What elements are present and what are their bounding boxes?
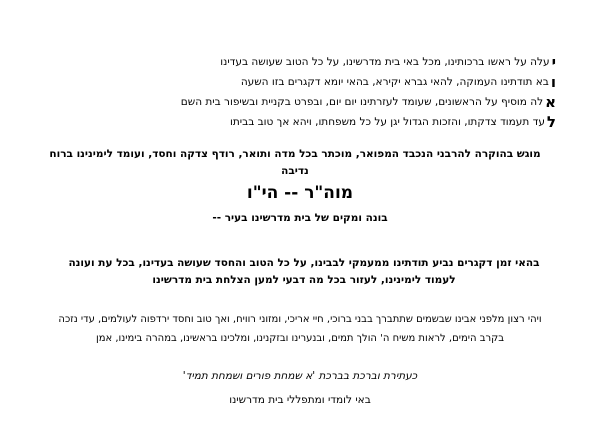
acrostic-line — [50, 92, 556, 112]
acrostic-text: בא תודתינו העמוקה, להאי גברא יקירא, בהאי יומא דקגרים בזו השעה — [240, 76, 549, 88]
acrostic-poem — [50, 52, 556, 132]
dedication-line: מוגש בהוקרה להרבני הנכבד המפואר, מוכתר בכל מדה ותואר, רודף צדקה וחסד, ועומד לימינינו ברוח נדיבה — [49, 148, 541, 177]
acrostic-initial: ו — [550, 73, 556, 91]
acrostic-line — [50, 112, 556, 132]
acrostic-line — [50, 52, 556, 72]
acrostic-text: עד תעמוד צדקתו, והזכות הגדול יגן על כל משפחתו, ויהא אך טוב בביתו — [230, 116, 545, 128]
closing-line: כעתירת וברכת בברכת 'א שמחת פורים ושמחת תמיד' — [182, 370, 418, 382]
acrostic-initial: א — [545, 93, 556, 111]
blessing-paragraph: ויהי רצון מלפני אבינו שבשמים שתתברך בבני ברוכי, חיי אריכי, ומזוני רוויח, ואך טוב וחסד ירדפוה לעולמים, עדי נזכה בקרב הימים, לראות משיח ה' הולך תמים, ובנערינו ובזקנינו, ומלכינו בראשינו, במהרה בימינו, אמן — [58, 314, 542, 344]
acrostic-initial: ל — [546, 113, 556, 131]
acrostic-text: עלה על ראשו ברכותינו, מכל באי בית מדרשינו, על כל הטוב שעושה בעדינו — [220, 56, 550, 68]
acrostic-initial: י — [551, 53, 556, 71]
acrostic-text: לה מוסיף על הראשונים, שעומד לעזרתינו יום יום, ובפרט בקניית ובשיפור בית השם — [180, 96, 544, 108]
honoree-subtitle: בונה ומקים של בית מדרשינו בעיר -- — [212, 212, 388, 224]
gratitude-paragraph: בהאי זמן דקגרים נביע תודתינו ממעמקי לבבינו, על כל הטוב והחסד שעושה בעדינו, בכל עת ועונה לעמוד לימינינו, לעזור בכל מה דבעי למען הצלחת בית מדרשינו — [68, 257, 540, 286]
honoree-title: מוה"ר -- הי"ו — [246, 183, 354, 203]
signature-line: באי לומדי ומתפללי בית מדרשינו — [229, 394, 371, 406]
acrostic-line — [50, 72, 556, 92]
